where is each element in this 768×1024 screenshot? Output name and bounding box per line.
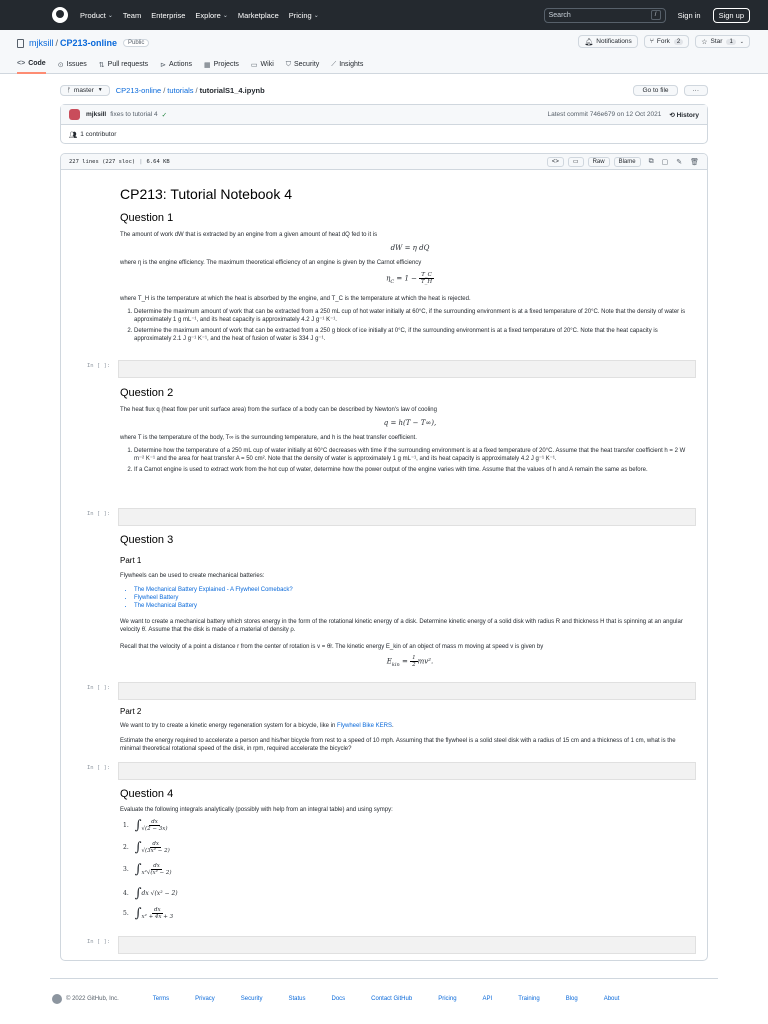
fork-button[interactable] xyxy=(644,35,690,48)
footer-link-training[interactable]: Training xyxy=(518,996,540,1002)
q1-equation-work: dW = η dQ xyxy=(390,244,430,252)
table-icon: ▦ xyxy=(203,61,211,69)
avatar[interactable] xyxy=(69,109,80,120)
integral-sign-icon: ∫ xyxy=(134,886,142,901)
cell-prompt: In [ ]: xyxy=(87,363,111,369)
eq-fraction xyxy=(419,272,434,285)
q3-part-2-heading: Part 2 xyxy=(120,707,142,716)
nav-product[interactable] xyxy=(80,11,113,20)
integral-item xyxy=(123,862,172,877)
github-mark-icon[interactable] xyxy=(52,994,62,1004)
eq-denominator: T_H xyxy=(420,279,433,285)
more-options-button[interactable]: ··· xyxy=(684,85,709,96)
cell-prompt: In [ ]: xyxy=(87,939,111,945)
file-header-divider: | xyxy=(139,158,143,165)
integral-item xyxy=(123,886,178,901)
commit-message-link[interactable]: fixes to tutorial 4 xyxy=(110,111,158,118)
blame-button[interactable]: Blame xyxy=(614,157,641,167)
eq-subscript: kin xyxy=(391,661,400,668)
file-viewer xyxy=(60,153,708,961)
footer-link-security[interactable]: Security xyxy=(240,996,263,1002)
q1-efficiency-text: where η is the engine efficiency. The maximum theoretical efficiency of an engine is given by the Carnot efficiency xyxy=(120,260,422,266)
code-cell[interactable] xyxy=(118,682,696,700)
nav-enterprise[interactable] xyxy=(151,11,185,20)
q1-list xyxy=(120,309,692,347)
repo-header xyxy=(0,30,768,74)
footer-link-contact[interactable]: Contact GitHub xyxy=(371,996,413,1002)
footer xyxy=(52,994,619,1004)
integral-expression: dx √(x² − 2) xyxy=(141,890,178,897)
footer-link-api[interactable]: API xyxy=(482,996,493,1002)
chevron-down-icon: ⌄ xyxy=(107,12,113,19)
tab-label: Security xyxy=(294,61,320,68)
item-number: 5. xyxy=(123,910,129,917)
footer-link-terms[interactable]: Terms xyxy=(152,996,170,1002)
code-view-button[interactable]: <> xyxy=(547,157,564,167)
tab-insights[interactable] xyxy=(331,58,363,74)
search-placeholder: Search xyxy=(548,11,571,19)
commit-meta xyxy=(548,111,700,119)
history-link[interactable] xyxy=(669,111,699,119)
tab-projects[interactable] xyxy=(204,58,239,74)
footer-link-about[interactable]: About xyxy=(603,996,620,1002)
commit-box xyxy=(60,104,708,144)
code-icon: <> xyxy=(17,60,26,67)
tab-label: Actions xyxy=(169,61,192,68)
breadcrumb-repo-link[interactable]: CP213-online xyxy=(115,85,162,95)
q3-paragraph-2: Recall that the velocity of a point a distance r from the center of rotation is v = θ̇r. The kinetic energy E_kin of an object of mass m moving at speed v is given by xyxy=(120,644,544,650)
eq-fraction xyxy=(410,655,418,668)
eq-denominator: 2 xyxy=(412,662,416,668)
resource-link[interactable]: • The Mechanical Battery xyxy=(134,602,692,610)
footer-divider xyxy=(50,978,718,979)
repo-name-link[interactable]: CP213-online xyxy=(60,38,118,48)
code-cell[interactable] xyxy=(118,762,696,780)
footer-link-privacy[interactable]: Privacy xyxy=(195,996,215,1002)
integral-fraction xyxy=(142,863,172,876)
tab-code[interactable] xyxy=(17,58,46,74)
cell-prompt: In [ ]: xyxy=(87,685,111,691)
file-size: 6.64 KB xyxy=(146,158,170,165)
eq-subscript: C xyxy=(390,278,395,285)
code-cell[interactable] xyxy=(118,508,696,526)
chevron-down-icon: ⌄ xyxy=(313,12,319,19)
integral-numerator: dx xyxy=(152,841,159,847)
breadcrumb-actions xyxy=(627,85,708,96)
resource-link[interactable]: • The Mechanical Battery Explained - A Flywheel Comeback? xyxy=(134,586,692,594)
tab-label: Issues xyxy=(66,61,87,68)
integral-sign-icon: ∫ xyxy=(134,818,142,833)
people-icon: 👥︎ xyxy=(69,131,78,139)
sign-up-button[interactable]: Sign up xyxy=(713,8,750,23)
copy-icon[interactable]: ⧉ xyxy=(648,157,654,165)
tab-pull-requests[interactable] xyxy=(99,58,148,74)
q2-intro: The heat flux q (heat flow per unit surface area) from the surface of a body can be described by Newton's law of cooling xyxy=(120,407,437,413)
item-number: 4. xyxy=(123,890,129,897)
global-header xyxy=(0,0,768,30)
integral-item xyxy=(123,840,170,855)
go-to-file-button[interactable]: Go to file xyxy=(633,85,677,96)
integral-fraction xyxy=(142,819,168,832)
footer-link-docs[interactable]: Docs xyxy=(331,996,346,1002)
nav-label: Team xyxy=(122,10,142,20)
search-input[interactable] xyxy=(544,8,666,23)
nav-pricing[interactable] xyxy=(289,11,319,20)
flywheel-bike-kers-link[interactable]: Flywheel Bike KERS xyxy=(337,723,393,729)
breadcrumb-separator: / xyxy=(195,85,198,95)
file-header xyxy=(61,154,707,170)
tab-label: Code xyxy=(28,60,46,67)
desktop-icon[interactable]: ▢ xyxy=(661,158,669,166)
history-icon: ⟲ xyxy=(669,111,677,119)
raw-button[interactable]: Raw xyxy=(588,157,610,167)
nav-explore[interactable] xyxy=(195,11,227,20)
list-item: 2. Determine the maximum amount of work that can be extracted from a 250 g block of ice initially at 0°C, if the surrounding environment is at a fixed temperature of 20°C. Note that the heat capacity is approximately 2.1 J g⁻¹ K⁻¹, and the heat of fusion of water is 334 J g⁻¹. xyxy=(134,328,692,343)
chevron-down-icon: ⌄ xyxy=(739,38,744,45)
footer-link-status[interactable]: Status xyxy=(288,996,306,1002)
question-2-heading: Question 2 xyxy=(120,387,174,399)
visibility-badge: Public xyxy=(123,39,149,47)
fork-icon: ⑂ xyxy=(649,38,654,45)
copyright: © 2022 GitHub, Inc. xyxy=(66,996,119,1002)
eq-term: mv². xyxy=(417,657,434,666)
q3-flywheel-intro: Flywheels can be used to create mechanical batteries: xyxy=(120,573,265,579)
history-label: History xyxy=(676,111,699,119)
tab-label: Wiki xyxy=(260,61,274,68)
tab-label: Insights xyxy=(339,61,364,68)
integral-denominator: √(3x² − 2) xyxy=(141,848,170,854)
star-label: Star xyxy=(710,38,723,45)
bell-icon: 🔔︎ xyxy=(584,38,594,46)
nav-label: Enterprise xyxy=(151,10,186,20)
nav-label: Product xyxy=(80,10,106,20)
footer-link-blog[interactable]: Blog xyxy=(565,996,578,1002)
breadcrumb xyxy=(60,83,708,97)
nav-label: Pricing xyxy=(288,10,312,20)
file-lines: 227 lines (227 sloc) xyxy=(69,158,136,165)
book-icon: ▭ xyxy=(250,61,258,69)
contributors-label[interactable]: 1 contributor xyxy=(80,131,117,138)
repo-icon xyxy=(17,39,24,48)
integral-numerator: dx xyxy=(153,863,160,869)
commit-author-link[interactable]: mjksill xyxy=(86,111,107,118)
nav-label: Explore xyxy=(195,10,221,20)
nav-team[interactable] xyxy=(123,11,141,20)
pull-request-icon: ⇅ xyxy=(98,61,105,69)
notifications-button[interactable] xyxy=(578,35,637,48)
q3-links xyxy=(120,586,692,610)
check-icon: ✓ xyxy=(161,111,168,119)
item-number: 2. xyxy=(123,844,129,851)
trash-icon[interactable]: 🗑︎ xyxy=(690,158,699,166)
repo-separator: / xyxy=(55,38,59,48)
branch-icon: ᚠ xyxy=(67,86,71,94)
slash-key-icon: / xyxy=(651,10,661,20)
q1-intro: The amount of work dW that is extracted by an engine from a given amount of heat dQ fed to it is xyxy=(120,232,378,238)
integral-item xyxy=(123,818,168,833)
shield-icon: ⛉ xyxy=(285,60,291,68)
eq-operator: = xyxy=(399,657,411,666)
breadcrumb-folder-link[interactable]: tutorials xyxy=(167,85,194,95)
branch-label: master xyxy=(73,86,94,94)
graph-icon: ⟋ xyxy=(331,60,337,68)
chevron-down-icon: ⌄ xyxy=(222,12,228,19)
integral-numerator: dx xyxy=(151,819,158,825)
notebook-title: CP213: Tutorial Notebook 4 xyxy=(120,186,292,202)
item-number: 3. xyxy=(123,866,129,873)
q3-paragraph-3 xyxy=(120,722,700,730)
contributors-row xyxy=(61,125,707,144)
breadcrumb-file: tutorialS1_4.ipynb xyxy=(199,85,265,95)
tab-security[interactable] xyxy=(286,58,320,74)
breadcrumb-separator: / xyxy=(163,85,166,95)
integral-numerator: dx xyxy=(154,907,161,913)
text-span: . xyxy=(392,723,394,729)
list-item: 2. If a Carnot engine is used to extract work from the hot cup of water, determine how the power output of the engine varies with time. Assume that the values of h and A remain the same as before. xyxy=(134,467,692,475)
question-3-heading: Question 3 xyxy=(120,534,174,546)
list-item: 1. Determine the maximum amount of work that can be extracted from a 250 mL cup of hot water initially at 60°C, if the surrounding environment is at a fixed temperature of 20°C. Note that the density of water is approximately 1 g mL⁻¹, and its heat capacity is approximately 4.2 J g⁻¹ K⁻¹. xyxy=(134,309,692,324)
list-item: 1. Determine how the temperature of a 250 mL cup of water initially at 60°C decreases with time if the surrounding environment is at a fixed temperature of 20°C. Assume that the heat transfer coefficient h = 2 W m⁻² K⁻¹ and the area for heat transfer A = 50 cm². Note that the density of water is approximately 1 g mL⁻¹, and its heat capacity is approximately 4.2 J g⁻¹ K⁻¹. xyxy=(134,448,692,463)
code-cell[interactable] xyxy=(118,936,696,954)
cell-prompt: In [ ]: xyxy=(87,765,111,771)
star-button[interactable] xyxy=(695,35,750,48)
integral-fraction xyxy=(142,841,170,854)
question-4-heading: Question 4 xyxy=(120,788,174,800)
fork-label: Fork xyxy=(656,38,670,45)
cell-prompt: In [ ]: xyxy=(87,511,111,517)
notifications-label: Notifications xyxy=(596,38,632,45)
integral-denominator: x² + 4x + 3 xyxy=(141,914,174,920)
q1-equation-carnot xyxy=(120,272,700,285)
preview-button[interactable]: ▭ xyxy=(568,157,584,167)
q2-list xyxy=(120,448,692,479)
eq-numerator: 1 xyxy=(412,655,416,661)
sign-in-link[interactable]: Sign in xyxy=(677,10,701,20)
eq-symbol: η xyxy=(386,274,391,283)
item-number: 1. xyxy=(123,822,129,829)
branch-selector[interactable] xyxy=(60,85,110,96)
tab-actions[interactable] xyxy=(160,58,192,74)
nav-marketplace[interactable] xyxy=(238,11,279,20)
star-icon: ☆ xyxy=(701,38,708,46)
star-count: 1 xyxy=(726,39,735,45)
integral-sign-icon: ∫ xyxy=(134,906,142,921)
chevron-down-icon: ▼ xyxy=(97,87,103,93)
code-cell[interactable] xyxy=(118,360,696,378)
q2-where-text: where T is the temperature of the body, T∞ is the surrounding temperature, and h is the heat transfer coefficient. xyxy=(120,435,417,441)
q4-intro: Evaluate the following integrals analytically (possibly with help from an integral table) and using sympy: xyxy=(120,807,393,813)
repo-tabs xyxy=(17,58,375,74)
resource-link[interactable]: • Flywheel Battery xyxy=(134,594,692,602)
github-logo-icon[interactable] xyxy=(52,7,68,23)
footer-link-pricing[interactable]: Pricing xyxy=(438,996,457,1002)
tab-issues[interactable] xyxy=(58,58,87,74)
q1-where-text: where T_H is the temperature at which the heat is absorbed by the engine, and T_C is the temperature at which the heat is rejected. xyxy=(120,296,471,302)
integral-denominator: x²√(x² − 2) xyxy=(141,870,172,876)
integral-denominator: √(2 − 3x) xyxy=(141,826,168,832)
fork-count: 2 xyxy=(674,39,683,45)
integral-sign-icon: ∫ xyxy=(134,840,142,855)
q3-paragraph-4: Estimate the energy required to accelerate a person and his/her bicycle from rest to a speed of 10 mph. Assuming that the flywheel is a solid steel disk with a radius of 15 cm and a thickness of 1 cm, what is the minimal theoretical rotational speed of the disk, in rpm, required accelerate the bicycle? xyxy=(120,738,676,752)
eq-operator: = 1 − xyxy=(394,274,420,283)
tab-wiki[interactable] xyxy=(251,58,274,74)
commit-latest[interactable]: Latest commit 746e679 on 12 Oct 2021 xyxy=(547,111,662,118)
q2-equation: q = h(T − T∞), xyxy=(383,419,437,427)
repo-title xyxy=(17,38,149,48)
latest-commit xyxy=(61,105,707,125)
text-span: We want to try to create a kinetic energy regeneration system for a bicycle, like in xyxy=(120,723,337,729)
q3-paragraph-1: We want to create a mechanical battery which stores energy in the form of the rotational kinetic energy of a disk. Determine kinetic energy of a solid disk with radius R and thickness H that is spinning at an angular velocity θ̇. Assume that the disk is made of a material of density ρ. xyxy=(120,619,683,633)
play-icon: ⊳ xyxy=(160,61,167,69)
q3-part-1-heading: Part 1 xyxy=(120,556,142,565)
integral-sign-icon: ∫ xyxy=(134,862,142,877)
integral-fraction xyxy=(142,907,174,920)
q3-equation-kinetic xyxy=(120,655,700,668)
pencil-icon[interactable]: ✎ xyxy=(676,158,683,166)
question-1-heading: Question 1 xyxy=(120,212,174,224)
issue-icon: ⊙ xyxy=(57,61,64,69)
tab-label: Projects xyxy=(213,61,239,68)
eq-numerator: T_C xyxy=(421,272,432,278)
integral-item xyxy=(123,906,173,921)
repo-actions xyxy=(572,35,750,48)
repo-owner-link[interactable]: mjksill xyxy=(29,38,54,48)
file-toolbar xyxy=(543,157,699,167)
tab-label: Pull requests xyxy=(107,61,149,68)
eq-symbol: E xyxy=(386,657,392,666)
nav-label: Marketplace xyxy=(237,10,279,20)
